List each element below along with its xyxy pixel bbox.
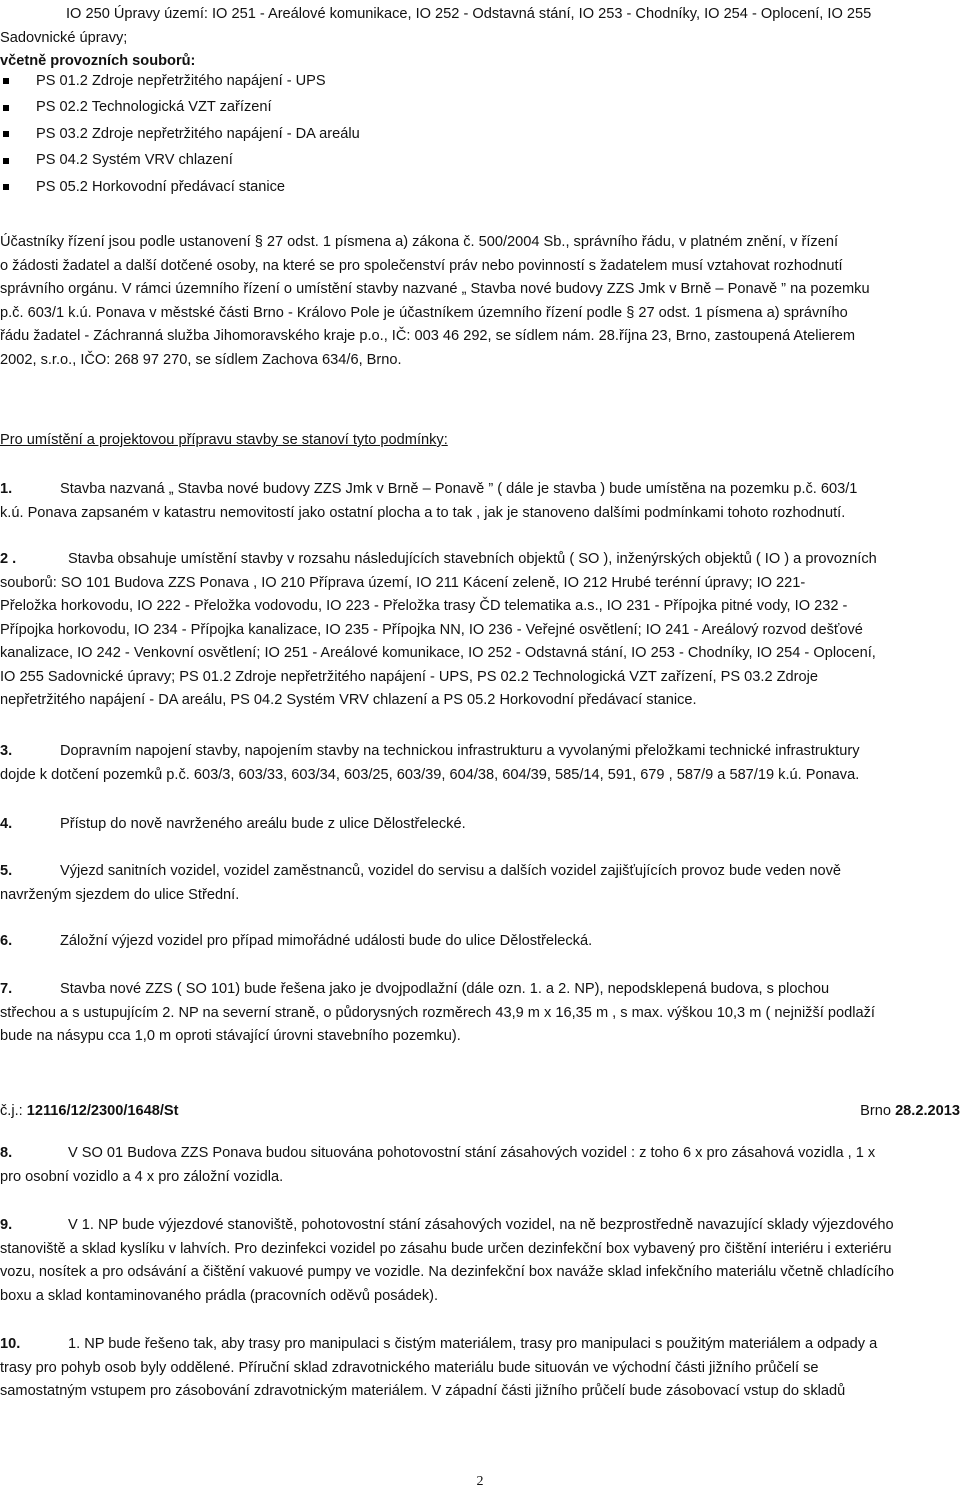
- condition-number: 6.: [0, 933, 13, 949]
- text-line: stanoviště a sklad kyslíku v lahvích. Pro dezinfekci vozidel po zásahu bude určen dezinfekční box vybavený pro čištění interiéru i exteriéru: [0, 1240, 892, 1257]
- heading-text: Pro umístění a projektovou přípravu stavby se stanoví tyto podmínky:: [0, 432, 448, 448]
- condition-3: [0, 740, 960, 787]
- text-line: Přeložka horkovodu, IO 222 - Přeložka vodovodu, IO 223 - Přeložka trasy ČD telematika a.s., IO 231 - Přípojka pitné vody, IO 232 -: [0, 598, 848, 614]
- list-item: [0, 68, 960, 95]
- list-item-label: PS 01.2 Zdroje nepřetržitého napájení - UPS: [36, 72, 326, 89]
- text-line: dojde k dotčení pozemků p.č. 603/3, 603/33, 603/34, 603/25, 603/39, 604/38, 604/39, 585/14, 591, 679 , 587/9 a 587/19 k.ú. Ponava.: [0, 766, 860, 783]
- condition-number: 5.: [0, 863, 13, 879]
- condition-6: [0, 930, 960, 954]
- condition-7: [0, 978, 960, 1049]
- text-line: bude na násypu cca 1,0 m oproti stávající úrovni stavebního pozemku).: [0, 1028, 461, 1044]
- bullet-icon: [3, 131, 9, 137]
- list-item-label: PS 05.2 Horkovodní předávací stanice: [36, 178, 286, 195]
- text-line: V SO 01 Budova ZZS Ponava budou situována pohotovostní stání zásahových vozidel : z toho 6 x pro zásahová vozidla , 1 x: [68, 1145, 876, 1161]
- text-line: 2002, s.r.o., IČO: 268 97 270, se sídlem Zachova 634/6, Brno.: [0, 351, 402, 368]
- intro-subheading: včetně provozních souborů:: [0, 53, 196, 69]
- condition-number: 1.: [0, 481, 13, 497]
- list-item: [0, 148, 960, 175]
- intro-line: Sadovnické úpravy;: [0, 29, 128, 46]
- list-item: [0, 121, 960, 148]
- conditions-heading: [0, 429, 960, 453]
- text-line: 1. NP bude řešeno tak, aby trasy pro manipulaci s čistým materiálem, trasy pro manipulaci s použitým materiálem a odpady a: [68, 1336, 878, 1352]
- text-line: Dopravním napojení stavby, napojením stavby na technickou infrastrukturu a vyvolanými přeložkami technické infrastruktury: [60, 743, 860, 759]
- text-line: vozu, nosítek a pro odsávání a čištění vakuové pumpy ve vozidle. Na dezinfekční box naváže sklad infekčního materiálu včetně chladícího: [0, 1264, 894, 1280]
- text-line: samostatným vstupem pro zásobování zdravotnickým materiálem. V západní části jižního průčelí bude zásobovací vstup do skladů: [0, 1383, 846, 1399]
- condition-number: 8.: [0, 1145, 13, 1161]
- condition-10: [0, 1333, 960, 1404]
- text-line: k.ú. Ponava zapsaném v katastru nemovitostí jako ostatní plocha a to tak , jak je stanoveno dalšími podmínkami tohoto rozhodnutí.: [0, 504, 846, 521]
- page-number: 2: [476, 1474, 484, 1489]
- text-line: Stavba nazvaná „ Stavba nové budovy ZZS Jmk v Brně – Ponavě ” ( dále je stavba ) bude umístěna na pozemku p.č. 603/1: [60, 481, 858, 497]
- text-line: souborů: SO 101 Budova ZZS Ponava , IO 210 Příprava území, IO 211 Kácení zeleně, IO 212 Hrubé terénní úpravy; IO 221-: [0, 574, 806, 591]
- text-line: IO 255 Sadovnické úpravy; PS 01.2 Zdroje nepřetržitého napájení - UPS, PS 02.2 Technologická VZT zařízení, PS 03.2 Zdroje: [0, 668, 818, 685]
- bullet-icon: [3, 78, 9, 84]
- text-line: o žádosti žadatel a další dotčené osoby, na které se pro společenství práv nebo povinností s žadatelem musí vztahovat rozhodnutí: [0, 257, 843, 274]
- text-line: střechou a s ustupujícím 2. NP na severní straně, o půdorysných rozměrech 43,9 m x 16,35 m , s max. výškou 10,3 m ( nejnižší podlaží: [0, 1004, 875, 1021]
- condition-number: 10.: [0, 1336, 21, 1352]
- text-line: řádu žadatel - Záchranná služba Jihomoravského kraje p.o., IČ: 003 46 292, se sídlem nám. 28.října 23, Brno, zastoupená Atelierem: [0, 328, 856, 344]
- text-line: Přípojka horkovodu, IO 234 - Přípojka kanalizace, IO 235 - Přípojka NN, IO 236 - Veřejné osvětlení; IO 241 - Areálový rozvod dešťové: [0, 621, 863, 638]
- reference-place: Brno: [860, 1103, 891, 1119]
- list-item: [0, 174, 960, 201]
- text-line: Stavba nové ZZS ( SO 101) bude řešena jako je dvojpodlažní (dále ozn. 1. a 2. NP), nepodsklepená budova, s plochou: [60, 981, 830, 997]
- text-line: Účastníky řízení jsou podle ustanovení § 27 odst. 1 písmena a) zákona č. 500/2004 Sb., správního řádu, v platném znění, v řízení: [0, 234, 839, 250]
- list-item: [0, 95, 960, 122]
- list-item-label: PS 03.2 Zdroje nepřetržitého napájení - DA areálu: [36, 125, 360, 142]
- text-line: Přístup do nově navrženého areálu bude z ulice Dělostřelecké.: [60, 816, 466, 832]
- reference-date-value: 28.2.2013: [895, 1103, 960, 1119]
- condition-number: 7.: [0, 981, 13, 997]
- text-line: nepřetržitého napájení - DA areálu, PS 04.2 Systém VRV chlazení a PS 05.2 Horkovodní předávací stanice.: [0, 692, 697, 708]
- ps-list: [0, 68, 960, 201]
- reference-number: [0, 1100, 179, 1124]
- bullet-icon: [3, 105, 9, 111]
- condition-number: 4.: [0, 816, 13, 832]
- reference-label: č.j.:: [0, 1103, 23, 1119]
- participants-paragraph: [0, 231, 960, 372]
- bullet-icon: [3, 184, 9, 190]
- bullet-icon: [3, 158, 9, 164]
- reference-value: 12116/12/2300/1648/St: [26, 1103, 179, 1119]
- reference-date: [860, 1100, 960, 1124]
- reference-line: [0, 1100, 960, 1124]
- text-line: navrženým sjezdem do ulice Střední.: [0, 886, 240, 903]
- text-line: kanalizace, IO 242 - Venkovní osvětlení; IO 251 - Areálové komunikace, IO 252 - Odstavná stání, IO 253 - Chodníky, IO 254 - Oplocení,: [0, 645, 876, 661]
- list-item-label: PS 02.2 Technologická VZT zařízení: [36, 99, 272, 115]
- condition-8: [0, 1142, 960, 1189]
- condition-4: [0, 813, 960, 837]
- text-line: trasy pro pohyb osob byly oddělené. Příruční sklad zdravotnického materiálu bude situován ve východní části jižního průčelí se: [0, 1359, 819, 1376]
- text-line: Výjezd sanitních vozidel, vozidel zaměstnanců, vozidel do servisu a dalších vozidel zajišťujících provoz bude veden nově: [60, 863, 841, 879]
- text-line: pro osobní vozidlo a 4 x pro záložní vozidla.: [0, 1168, 284, 1185]
- intro-line: IO 250 Úpravy území: IO 251 - Areálové komunikace, IO 252 - Odstavná stání, IO 253 - Chodníky, IO 254 - Oplocení, IO 255: [66, 6, 872, 22]
- list-item-label: PS 04.2 Systém VRV chlazení: [36, 152, 233, 168]
- intro-paragraph: [0, 3, 960, 74]
- condition-9: [0, 1214, 960, 1308]
- condition-number: 2 .: [0, 551, 17, 567]
- text-line: boxu a sklad kontaminovaného prádla (pracovních oděvů posádek).: [0, 1287, 439, 1304]
- text-line: Stavba obsahuje umístění stavby v rozsahu následujících stavebních objektů ( SO ), inženýrských objektů ( IO ) a provozních: [68, 551, 877, 567]
- text-line: správního orgánu. V rámci územního řízení o umístění stavby nazvané „ Stavba nové budovy ZZS Jmk v Brně – Ponavě ” na pozemku: [0, 281, 870, 297]
- text-line: V 1. NP bude výjezdové stanoviště, pohotovostní stání zásahových vozidel, na ně bezprostředně navazující sklady výjezdového: [68, 1217, 894, 1233]
- text-line: p.č. 603/1 k.ú. Ponava v městské části Brno - Královo Pole je účastníkem územního řízení podle § 27 odst. 1 písmena a) správního: [0, 304, 848, 321]
- condition-1: [0, 478, 960, 525]
- condition-number: 3.: [0, 743, 13, 759]
- condition-number: 9.: [0, 1217, 13, 1233]
- condition-2: [0, 548, 960, 713]
- condition-5: [0, 860, 960, 907]
- text-line: Záložní výjezd vozidel pro případ mimořádné události bude do ulice Dělostřelecká.: [60, 933, 593, 949]
